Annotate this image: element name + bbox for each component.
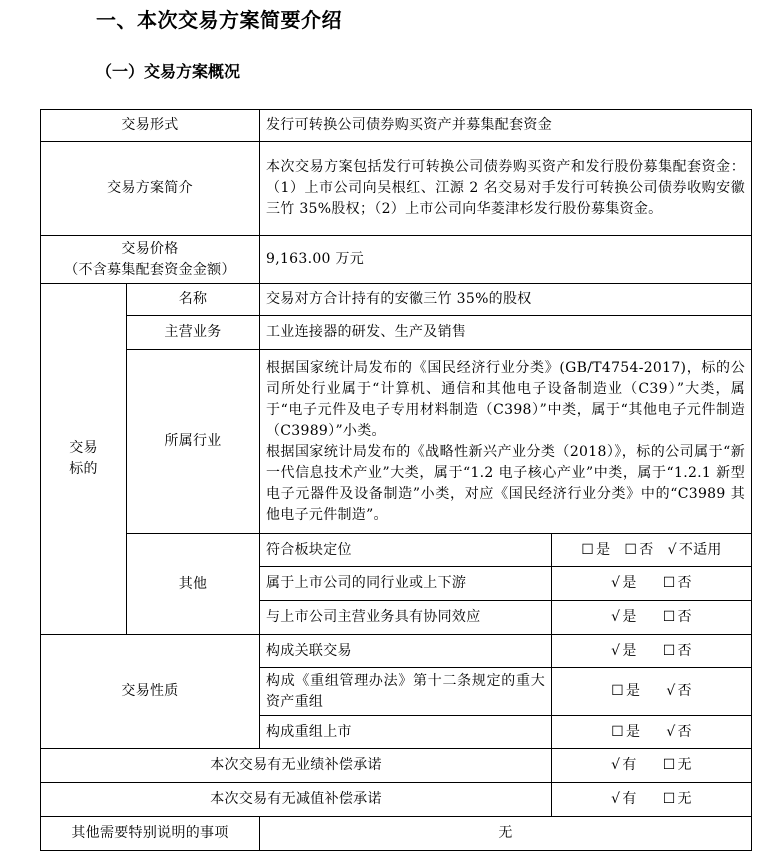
impair-label: 本次交易有无减值补偿承诺 [210,791,382,807]
other-row-3-label-cell [260,601,552,635]
option-na [668,540,722,561]
price-label-line1: 交易价格 [121,240,179,257]
transaction-overview-table [40,109,752,851]
business-value-cell [260,316,751,350]
checkbox-icon: ☐ [662,642,676,659]
price-label-cell [41,236,260,284]
perf-label: 本次交易有无业绩补偿承诺 [210,757,382,773]
check-mark-icon: √ [667,541,677,558]
checkbox-icon: ☐ [662,791,676,807]
option-none [663,789,692,810]
price-value: 9,163.00 万元 [266,251,365,267]
option-yes [581,540,610,561]
name-value: 交易对方合计持有的安徽三竹 35%的股权 [266,291,532,307]
option-text: 无 [677,757,692,773]
other-row-2-options [552,567,751,601]
other-row-1-label-cell [260,534,552,567]
other-row-1-options [552,534,751,567]
other-row-label: 属于上市公司的同行业或上下游 [266,575,467,591]
form-label: 交易形式 [121,117,179,133]
industry-label: 所属行业 [164,433,222,449]
other-row-label: 符合板块定位 [266,541,352,558]
form-label-cell [41,110,260,142]
option-no [663,641,692,662]
business-label: 主营业务 [164,324,222,340]
option-text: 是 [622,642,637,659]
nature-row-3-options [552,716,751,749]
special-value-cell [260,817,751,850]
option-text: 是 [626,683,641,699]
option-no [666,722,692,743]
option-no [663,607,692,628]
option-text: 是 [622,609,637,625]
business-label-cell [127,316,260,350]
impair-label-cell [41,783,552,817]
option-text: 否 [677,575,692,591]
special-label: 其他需要特别说明的事项 [71,825,229,841]
name-value-cell [260,284,751,316]
section-heading: 一、本次交易方案简要介绍 [96,8,342,32]
option-yes [611,722,640,743]
name-label-cell [127,284,260,316]
nature-row-3-label-cell [260,716,552,749]
option-no [666,681,692,702]
option-text: 否 [639,541,654,558]
check-mark-icon: √ [611,791,621,807]
nature-row-1-label-cell [260,635,552,668]
industry-paragraph-1: 根据国家统计局发布的《国民经济行业分类》(GB/T4754-2017)，标的公司所处行业属于“计算机、通信和其他电子设备制造业（C39）”大类，属于“电子元件及电子专用材料制造（C398）”中类，属于“其他电子元件制造（C3989）”小类。 [266,359,745,439]
impair-options [552,783,751,817]
other-label-cell [127,534,260,635]
option-text: 是 [596,541,611,558]
check-mark-icon: √ [666,683,676,699]
checkbox-icon: ☐ [611,683,624,699]
business-value: 工业连接器的研发、生产及销售 [266,324,467,340]
check-mark-icon: √ [611,609,621,625]
checkbox-icon: ☐ [662,609,676,625]
nature-row-label: 构成《重组管理办法》第十二条规定的重大资产重组 [266,672,545,710]
name-label: 名称 [178,291,208,307]
option-text: 无 [677,791,692,807]
nature-label-cell [41,635,260,749]
target-label-cell [41,284,127,635]
other-row-2-label-cell [260,567,552,601]
checkbox-icon: ☐ [662,575,676,591]
subsection-heading: （一）交易方案概况 [96,62,241,81]
perf-options [552,749,751,783]
industry-paragraph-2: 根据国家统计局发布的《战略性新兴产业分类（2018）》，标的公司属于“新一代信息技术产业”大类，属于“1.2 电子核心产业”中类，属于“1.2.1 新型电子元器件及设备制造”小类，对应《国民经济行业分类》中的“C3989 其他电子元件制造”。 [266,443,745,523]
form-value: 发行可转换公司债券购买资产并募集配套资金 [266,117,552,133]
option-text: 否 [677,723,692,740]
option-none [663,755,692,776]
nature-row-2-options [552,668,751,716]
option-has [611,789,637,810]
option-yes [611,607,637,628]
option-text: 不适用 [678,541,722,558]
perf-label-cell [41,749,552,783]
price-value-cell [260,236,751,284]
summary-label-cell [41,142,260,236]
checkbox-icon: ☐ [611,723,624,740]
option-no [624,540,653,561]
summary-label: 交易方案简介 [107,180,193,196]
check-mark-icon: √ [611,575,621,591]
option-text: 是 [622,575,637,591]
nature-row-label: 构成重组上市 [266,723,352,740]
option-has [611,755,637,776]
check-mark-icon: √ [611,757,621,773]
option-text: 是 [626,723,641,740]
option-text: 否 [677,683,692,699]
option-yes [611,573,637,594]
checkbox-icon: ☐ [624,541,638,558]
other-label: 其他 [178,575,208,592]
check-mark-icon: √ [611,642,621,659]
other-row-label: 与上市公司主营业务具有协同效应 [266,609,481,625]
other-row-3-options [552,601,751,635]
checkbox-icon: ☐ [662,757,676,773]
nature-row-1-options [552,635,751,668]
option-no [663,573,692,594]
summary-value-cell [260,142,751,236]
option-text: 有 [622,757,637,773]
price-label-line2: （不含募集配套资金金额） [64,261,236,278]
nature-row-label: 构成关联交易 [266,642,352,659]
option-yes [611,641,637,662]
option-yes [611,681,640,702]
special-value: 无 [498,825,513,841]
target-label-line1: 交易 [69,440,98,456]
summary-value: 本次交易方案包括发行可转换公司债券购买资产和发行股份募集配套资金：（1）上市公司向吴根红、江源 2 名交易对手发行可转换公司债券收购安徽三竹 35%股权；（2）上市公司向华菱津杉发行股份募集资金。 [266,159,745,217]
nature-row-2-label-cell [260,668,552,716]
industry-label-cell [127,350,260,534]
nature-label: 交易性质 [121,683,179,699]
option-text: 有 [622,791,637,807]
target-label-line2: 标的 [69,461,98,477]
check-mark-icon: √ [666,723,676,740]
option-text: 否 [677,642,692,659]
industry-value-cell [260,350,751,534]
option-text: 否 [677,609,692,625]
form-value-cell [260,110,751,142]
special-label-cell [41,817,260,850]
checkbox-icon: ☐ [581,541,595,558]
